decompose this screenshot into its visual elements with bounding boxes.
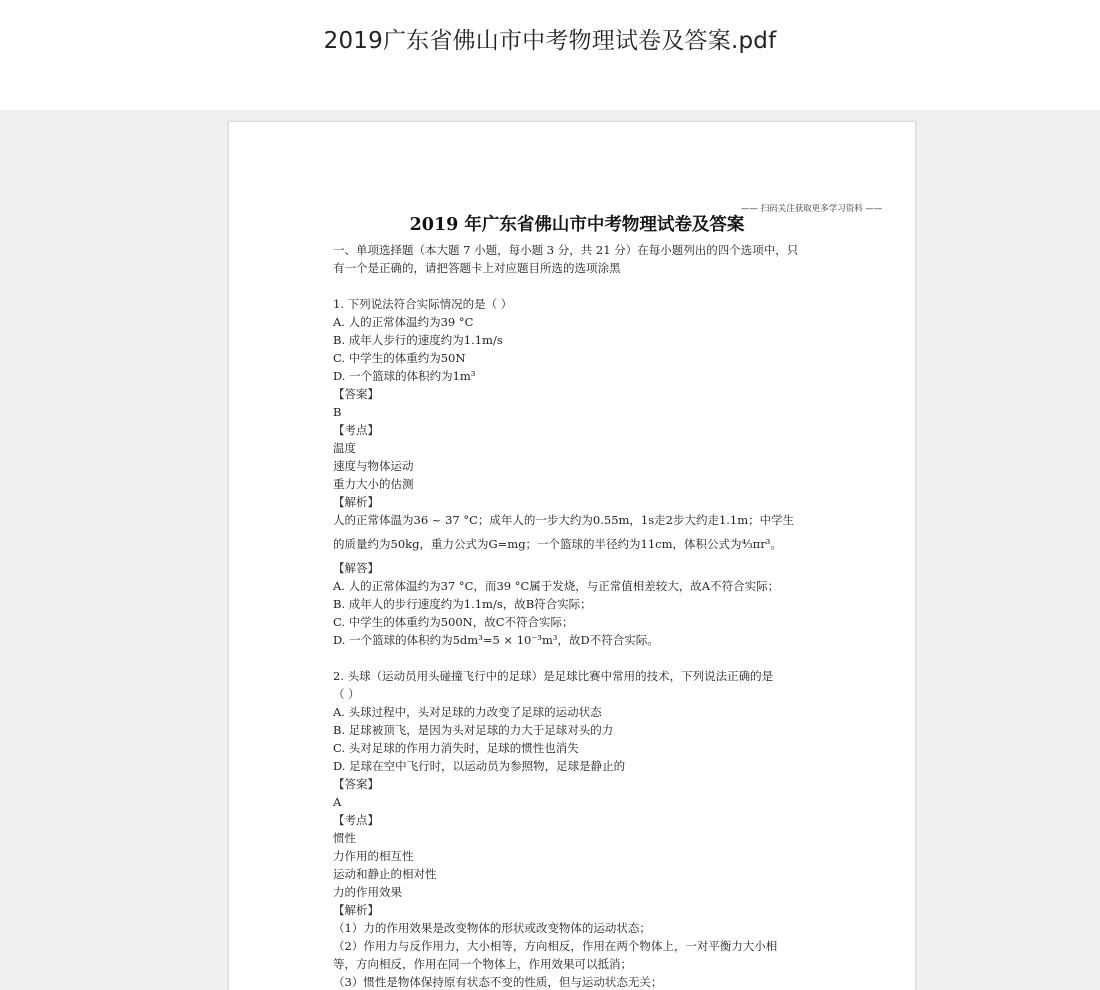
page-header-note: —— 扫码关注获取更多学习资料 —— [741,204,883,214]
point-item: 速度与物体运动 [333,459,414,473]
analysis-label: 【解析】 [333,903,379,917]
solution-line: B. 成年人的步行速度约为1.1m/s，故B符合实际； [333,597,592,611]
intro-line: 有一个是正确的，请把答题卡上对应题目所选的选项涂黑 [333,261,621,275]
document-viewer[interactable] [0,110,1100,990]
paper-title: 2019 年广东省佛山市中考物理试卷及答案 [409,215,745,235]
answer-value: B [333,405,342,419]
point-item: 力的作用效果 [333,885,402,899]
document-title: 2019广东省佛山市中考物理试卷及答案.pdf [323,28,777,54]
question-option: C. 头对足球的作用力消失时，足球的惯性也消失 [333,741,579,755]
point-item: 惯性 [333,831,356,845]
question-stem: 2. 头球（运动员用头碰撞飞行中的足球）是足球比赛中常用的技术，下列说法正确的是 [333,669,774,683]
pdf-page [228,121,916,990]
solution-line: C. 中学生的体重约为500N，故C不符合实际； [333,615,574,629]
analysis-line: 的质量约为50kg，重力公式为G=mg；一个篮球的半径约为11cm，体积公式为⁴⁄₃πr³。 [333,537,782,551]
question-option: B. 成年人步行的速度约为1.1m/s [333,333,503,347]
solution-line: D. 一个篮球的体积约为5dm³=5 × 10⁻³m³，故D不符合实际。 [333,633,659,647]
point-item: 温度 [333,441,356,455]
question-stem: （ ） [333,687,360,701]
analysis-line: 人的正常体温为36 ~ 37 °C；成年人的一步大约为0.55m，1s走2步大约走1.1m；中学生 [333,513,795,527]
question-option: A. 人的正常体温约为39 °C [333,315,474,329]
analysis-line: （2）作用力与反作用力，大小相等，方向相反，作用在两个物体上，一对平衡力大小相 [333,939,778,953]
question-option: C. 中学生的体重约为50N [333,351,466,365]
page-content [333,211,813,990]
solution-line: A. 人的正常体温约为37 °C，而39 °C属于发烧，与正常值相差较大，故A不符合实际； [333,579,780,593]
point-item: 运动和静止的相对性 [333,867,437,881]
analysis-line: （1）力的作用效果是改变物体的形状或改变物体的运动状态； [333,921,651,935]
analysis-line: （3）惯性是物体保持原有状态不变的性质，但与运动状态无关； [333,975,663,989]
viewer-header [0,0,1100,110]
intro-line: 一、单项选择题（本大题 7 小题，每小题 3 分，共 21 分）在每小题列出的四个选项中，只 [333,243,799,257]
points-label: 【考点】 [333,813,379,827]
analysis-label: 【解析】 [333,495,379,509]
solution-label: 【解答】 [333,561,379,575]
points-label: 【考点】 [333,423,379,437]
answer-value: A [333,795,342,809]
question-option: A. 头球过程中，头对足球的力改变了足球的运动状态 [333,705,602,719]
point-item: 力作用的相互性 [333,849,414,863]
point-item: 重力大小的估测 [333,477,414,491]
question-option: D. 一个篮球的体积约为1m³ [333,369,476,383]
answer-label: 【答案】 [333,387,379,401]
question-option: D. 足球在空中飞行时，以运动员为参照物，足球是静止的 [333,759,626,773]
question-stem: 1. 下列说法符合实际情况的是（ ） [333,297,513,311]
answer-label: 【答案】 [333,777,379,791]
analysis-line: 等，方向相反，作用在同一个物体上，作用效果可以抵消； [333,957,632,971]
question-option: B. 足球被顶飞，是因为头对足球的力大于足球对头的力 [333,723,614,737]
